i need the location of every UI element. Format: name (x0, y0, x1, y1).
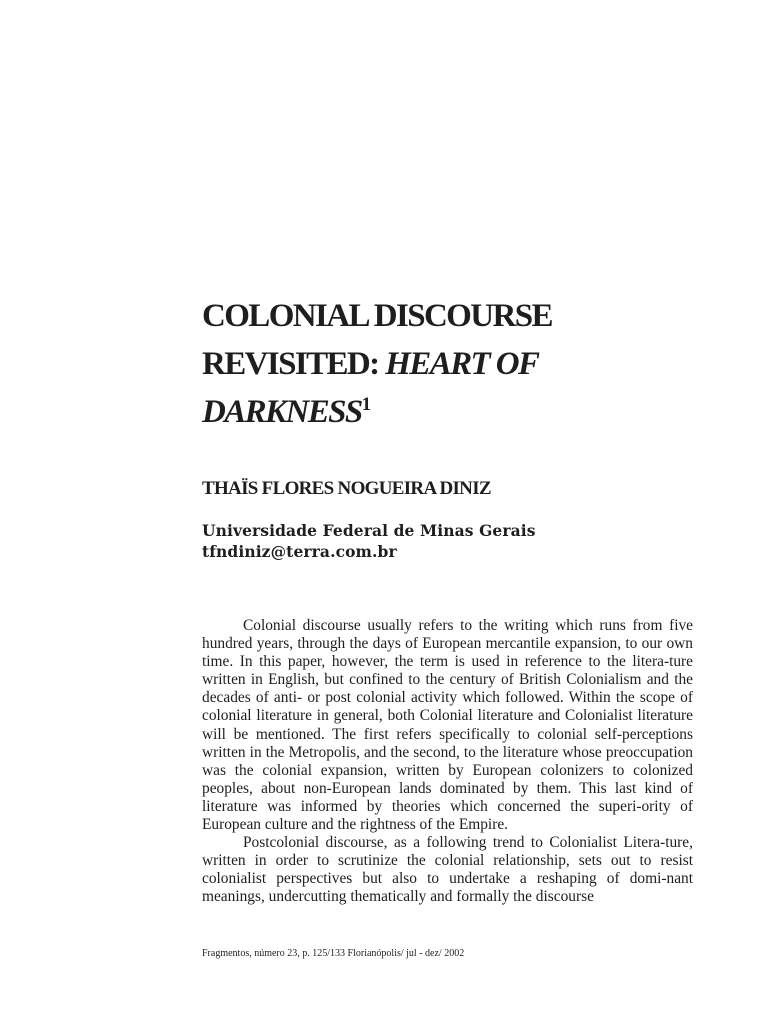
footnote-marker: 1 (361, 394, 370, 415)
body-paragraph-2: Postcolonial discourse, as a following trend to Colonialist Litera-ture, written in order to scrutinize the colonial relationship, sets out to resist colonialist perspectives but also to undertake a reshaping of domi-nant meanings, undercutting thematically and formally the discourse (202, 834, 693, 906)
article-title (202, 292, 693, 436)
affiliation: Universidade Federal de Minas Gerais (202, 521, 536, 540)
author-name: THAÏS FLORES NOGUEIRA DINIZ (202, 478, 491, 499)
title-line-2-roman: REVISITED: (202, 346, 379, 382)
page-footer: Fragmentos, número 23, p. 125/133 Florianópolis/ jul - dez/ 2002 (202, 948, 465, 959)
author-affiliation-block (202, 520, 536, 562)
title-line-2-italic: HEART OF (385, 346, 539, 382)
title-line-1: COLONIAL DISCOURSE (202, 298, 552, 334)
article-body (202, 617, 693, 907)
body-paragraph-1: Colonial discourse usually refers to the writing which runs from five hundred years, through the days of European mercantile expansion, to our own time. In this paper, however, the term is used in reference to the litera-ture written in English, but confined to the century of British Colonialism and the decades of anti- or post colonial activity which followed. Within the scope of colonial literature in general, both Colonial literature and Colonialist literature will be mentioned. The first refers specifically to colonial self-perceptions written in the Metropolis, and the second, to the literature whose preoccupation was the colonial expansion, written by European colonizers to colonized peoples, about non-European lands dominated by them. This last kind of literature was informed by theories which concerned the superi-ority of European culture and the rightness of the Empire. (202, 617, 693, 834)
author-email: tfndiniz@terra.com.br (202, 542, 397, 561)
title-line-3-italic: DARKNESS (202, 394, 362, 430)
